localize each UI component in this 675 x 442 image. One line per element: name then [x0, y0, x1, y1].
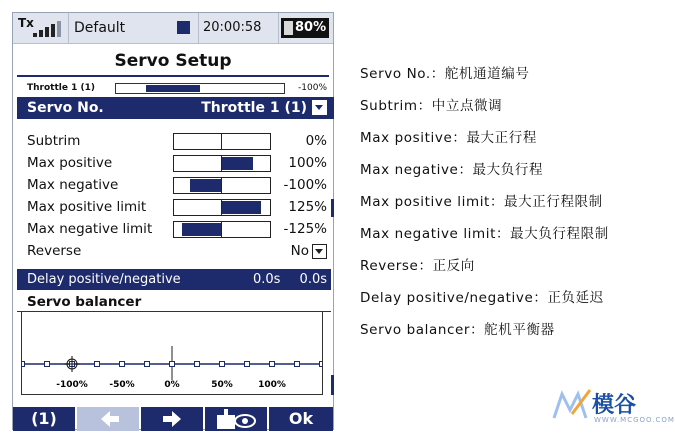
annotation-list — [360, 62, 609, 350]
balancer-point — [295, 362, 300, 367]
arrow-right-icon — [141, 407, 203, 431]
status-bar — [13, 13, 333, 44]
param-bar — [173, 221, 271, 238]
balancer-point — [22, 362, 25, 367]
battery-indicator — [281, 18, 329, 38]
battery-icon — [284, 21, 293, 35]
title-divider — [17, 75, 329, 77]
annotation-item: Servo balancer：舵机平衡器 — [360, 322, 555, 338]
ok-button[interactable]: Ok — [269, 407, 333, 431]
servo-balancer-graph[interactable] — [21, 311, 323, 395]
throttle-monitor-value: -100% — [298, 83, 327, 93]
tx-label: Tx — [18, 16, 34, 30]
scrollbar-bottom[interactable] — [331, 375, 334, 395]
param-row[interactable] — [27, 219, 327, 241]
throttle-monitor-label: Throttle 1 (1) — [27, 83, 95, 93]
chevron-down-icon[interactable] — [312, 244, 327, 259]
param-row[interactable] — [27, 197, 327, 219]
annotation-item: Delay positive/negative：正负延迟 — [360, 290, 604, 306]
channel-button[interactable]: (1) — [13, 407, 75, 431]
logo-url: WWW.MCGOO.COM — [594, 416, 675, 424]
servo-balancer-title: Servo balancer — [27, 294, 142, 310]
delay-label: Delay positive/negative — [27, 272, 181, 287]
param-row[interactable] — [27, 153, 327, 175]
balancer-point — [270, 362, 275, 367]
annotation-item: Max positive limit：最大正行程限制 — [360, 194, 603, 210]
annotation-item: Subtrim：中立点微调 — [360, 98, 503, 114]
annotation-item: Servo No.：舵机通道编号 — [360, 66, 530, 82]
clock — [199, 13, 279, 43]
transmitter-screen — [12, 12, 334, 430]
scrollbar[interactable] — [331, 97, 334, 119]
bottom-toolbar — [13, 407, 333, 431]
page-title: Servo Setup — [114, 51, 232, 71]
param-bar — [173, 133, 271, 150]
param-row[interactable] — [27, 175, 327, 197]
param-label: Subtrim — [27, 133, 81, 149]
balancer-tick-label: 50% — [211, 380, 233, 390]
annotation-item: Max negative：最大负行程 — [360, 162, 544, 178]
reverse-row[interactable] — [27, 241, 327, 263]
balancer-point — [120, 362, 125, 367]
servo-no-selector[interactable] — [17, 97, 331, 119]
param-value: -125% — [283, 221, 327, 237]
logo-icon — [550, 384, 594, 424]
annotation-item: Max negative limit：最大负行程限制 — [360, 226, 609, 242]
param-bar — [173, 177, 271, 194]
annotation-item: Max positive：最大正行程 — [360, 130, 537, 146]
balancer-tick-label: 0% — [164, 380, 180, 390]
model-selector[interactable] — [69, 13, 199, 43]
model-name: Default — [74, 20, 126, 36]
param-row[interactable] — [27, 131, 327, 153]
tx-signal — [13, 13, 69, 43]
balancer-point — [145, 362, 150, 367]
servo-view-icon — [205, 407, 267, 431]
model-icon — [177, 21, 190, 34]
balancer-tick-label: -50% — [109, 380, 135, 390]
scrollbar-thumb[interactable] — [331, 199, 334, 217]
servo-no-value: Throttle 1 (1) — [201, 100, 307, 116]
balancer-point — [320, 362, 323, 367]
servo-no-label: Servo No. — [27, 100, 104, 116]
balancer-point — [245, 362, 250, 367]
next-button[interactable] — [141, 407, 203, 431]
arrow-left-icon — [77, 407, 139, 431]
reverse-label: Reverse — [27, 243, 82, 259]
balancer-tick-label: 100% — [258, 380, 286, 390]
param-label: Max positive limit — [27, 199, 147, 215]
param-label: Max negative — [27, 177, 119, 193]
param-value: -100% — [283, 177, 327, 193]
throttle-monitor-bar — [115, 83, 285, 94]
throttle-monitor — [27, 82, 327, 94]
reverse-value: No — [290, 243, 309, 259]
battery-percent: 80% — [295, 20, 327, 35]
balancer-point — [45, 362, 50, 367]
delay-row[interactable] — [17, 269, 331, 290]
annotation-item: Reverse：正反向 — [360, 258, 475, 274]
param-bar — [173, 155, 271, 172]
param-value: 100% — [288, 155, 327, 171]
prev-button[interactable] — [77, 407, 139, 431]
param-value: 125% — [288, 199, 327, 215]
delay-positive-value: 0.0s — [253, 272, 281, 287]
balancer-point — [195, 362, 200, 367]
logo-text: 模谷 — [592, 393, 637, 418]
param-value: 0% — [305, 133, 327, 149]
param-label: Max negative limit — [27, 221, 153, 237]
mcgoo-logo — [550, 384, 675, 428]
balancer-point — [95, 362, 100, 367]
param-label: Max positive — [27, 155, 113, 171]
balancer-point — [170, 362, 175, 367]
delay-negative-value: 0.0s — [299, 272, 327, 287]
balancer-curve[interactable] — [22, 312, 322, 394]
monitor-button[interactable] — [205, 407, 267, 431]
balancer-tick-label: -100% — [56, 380, 88, 390]
clock-time: 20:00:58 — [203, 20, 262, 35]
chevron-down-icon[interactable] — [312, 100, 327, 115]
balancer-point — [220, 362, 225, 367]
param-bar — [173, 199, 271, 216]
